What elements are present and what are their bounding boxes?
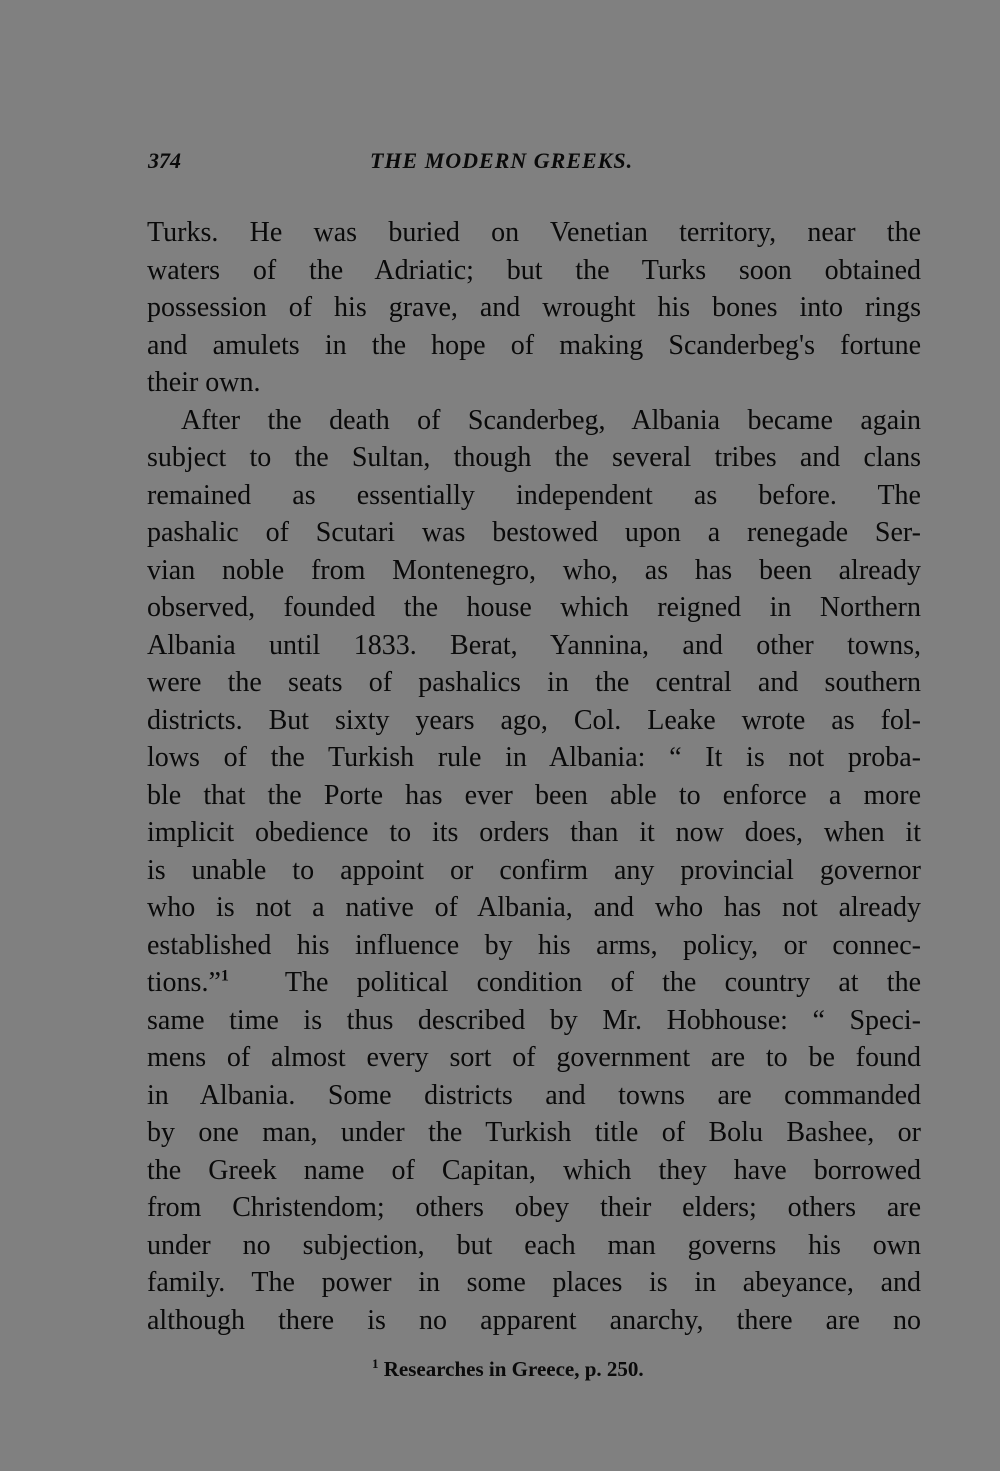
text-line: districts. But sixty years ago, Col. Leake wrote as fol- bbox=[147, 704, 921, 736]
text-line: implicit obedience to its orders than it now does, when it bbox=[147, 817, 921, 848]
text-line: were the seats of pashalics in the central and southern bbox=[147, 667, 921, 698]
footnote bbox=[372, 1357, 644, 1382]
text-line: Albania until 1833. Berat, Yannina, and other towns, bbox=[147, 629, 921, 661]
text-line: same time is thus described by Mr. Hobhouse: “ Speci- bbox=[147, 1004, 921, 1036]
text-line: and amulets in the hope of making Scanderbeg's fortune bbox=[147, 329, 921, 361]
text-line: remained as essentially independent as before. The bbox=[147, 479, 921, 511]
text-line: who is not a native of Albania, and who has not already bbox=[147, 892, 921, 923]
page-number: 374 bbox=[148, 148, 181, 173]
text-line: family. The power in some places is in abeyance, and bbox=[147, 1267, 921, 1298]
line-start: tions.” bbox=[147, 967, 221, 998]
footnote-text: Researches in Greece, p. 250. bbox=[383, 1357, 644, 1381]
text-line: lows of the Turkish rule in Albania: “ It is not proba- bbox=[147, 742, 921, 773]
text-line: mens of almost every sort of government are to be found bbox=[147, 1042, 921, 1073]
text-line: vian noble from Montenegro, who, as has been already bbox=[147, 554, 921, 586]
text-line: possession of his grave, and wrought his bones into rings bbox=[147, 292, 921, 323]
text-line: pashalic of Scutari was bestowed upon a renegade Ser- bbox=[147, 517, 921, 548]
text-line-with-footnote bbox=[147, 964, 921, 1002]
text-line: observed, founded the house which reigned in Northern bbox=[147, 592, 921, 623]
line-continuation: The political condition of the country at the bbox=[284, 967, 922, 998]
text-line: ble that the Porte has ever been able to enforce a more bbox=[147, 779, 921, 811]
paragraph-start-line: After the death of Scanderbeg, Albania became again bbox=[181, 404, 921, 436]
text-line: subject to the Sultan, though the several tribes and clans bbox=[147, 442, 921, 473]
running-title: THE MODERN GREEKS. bbox=[370, 148, 634, 173]
text-line: in Albania. Some districts and towns are commanded bbox=[147, 1079, 921, 1111]
text-line: their own. bbox=[147, 367, 261, 398]
text-line: although there is no apparent anarchy, there are no bbox=[147, 1304, 921, 1336]
text-line: under no subjection, but each man governs his own bbox=[147, 1229, 921, 1261]
text-line: from Christendom; others obey their elders; others are bbox=[147, 1192, 921, 1223]
footnote-reference: 1 bbox=[220, 967, 229, 985]
text-line: the Greek name of Capitan, which they have borrowed bbox=[147, 1154, 921, 1186]
text-line: Turks. He was buried on Venetian territory, near the bbox=[147, 217, 921, 248]
text-line: by one man, under the Turkish title of Bolu Bashee, or bbox=[147, 1117, 921, 1148]
text-line: is unable to appoint or confirm any provincial governor bbox=[147, 854, 921, 886]
text-line: established his influence by his arms, policy, or connec- bbox=[147, 929, 921, 961]
footnote-mark: 1 bbox=[372, 1356, 379, 1371]
body-text bbox=[147, 214, 921, 1339]
text-line: waters of the Adriatic; but the Turks soon obtained bbox=[147, 254, 921, 286]
